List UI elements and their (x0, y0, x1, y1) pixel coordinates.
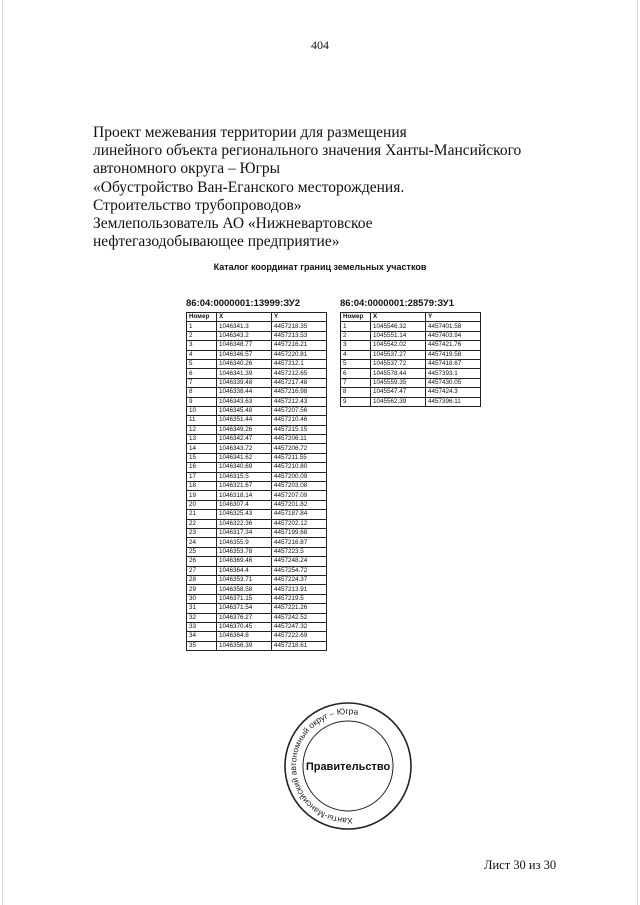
table-row (187, 594, 327, 603)
y-coordinate-cell: 4457203.08 (272, 482, 327, 491)
x-coordinate-cell: 1046321.67 (217, 482, 272, 491)
parcel-block-2 (340, 298, 481, 407)
y-coordinate-cell: 4457221.26 (272, 604, 327, 613)
table-row (187, 453, 327, 462)
x-coordinate-cell: 1046317.34 (217, 528, 272, 537)
point-number-cell: 3 (187, 341, 217, 350)
y-coordinate-cell: 4457187.84 (272, 510, 327, 519)
table-row (187, 604, 327, 613)
x-coordinate-cell: 1046343.63 (217, 397, 272, 406)
table-row (341, 331, 481, 340)
table-row (187, 641, 327, 650)
x-coordinate-cell: 1045537.27 (371, 350, 426, 359)
x-coordinate-cell: 1045537.72 (371, 359, 426, 368)
point-number-cell: 25 (187, 547, 217, 556)
x-coordinate-cell: 1045551.14 (371, 331, 426, 340)
table-row (341, 378, 481, 387)
point-number-cell: 18 (187, 482, 217, 491)
document-title (93, 124, 563, 251)
y-coordinate-cell: 4457217.48 (272, 378, 327, 387)
y-coordinate-cell: 4457401.58 (426, 322, 481, 331)
point-number-cell: 10 (187, 406, 217, 415)
table-row (187, 510, 327, 519)
table-row (187, 482, 327, 491)
table-row (187, 463, 327, 472)
point-number-cell: 32 (187, 613, 217, 622)
table-row (187, 435, 327, 444)
y-coordinate-cell: 4457242.52 (272, 613, 327, 622)
seal-center-text: Правительство (305, 761, 391, 773)
y-coordinate-cell: 4457207.09 (272, 491, 327, 500)
y-coordinate-cell: 4457212.1 (272, 359, 327, 368)
y-coordinate-cell: 4457211.55 (272, 453, 327, 462)
table-header-row (341, 313, 481, 322)
y-coordinate-cell: 4457216.98 (272, 388, 327, 397)
y-coordinate-cell: 4457218.35 (272, 322, 327, 331)
scan-edge-left (2, 0, 3, 905)
y-coordinate-cell: 4457212.43 (272, 397, 327, 406)
point-number-cell: 15 (187, 453, 217, 462)
column-header-y: Y (272, 313, 327, 322)
x-coordinate-cell: 1046322.36 (217, 519, 272, 528)
point-number-cell: 7 (341, 378, 371, 387)
point-number-cell: 34 (187, 632, 217, 641)
x-coordinate-cell: 1046364.8 (217, 632, 272, 641)
y-coordinate-cell: 4457199.68 (272, 528, 327, 537)
x-coordinate-cell: 1046318.14 (217, 491, 272, 500)
title-line: Строительство трубопроводов» (93, 196, 302, 214)
x-coordinate-cell: 1046353.71 (217, 575, 272, 584)
point-number-cell: 27 (187, 566, 217, 575)
coordinates-table (186, 312, 327, 651)
table-row (187, 406, 327, 415)
column-header-number: Номер (341, 313, 371, 322)
point-number-cell: 3 (341, 341, 371, 350)
table-row (187, 557, 327, 566)
point-number-cell: 7 (187, 378, 217, 387)
x-coordinate-cell: 1046371.54 (217, 604, 272, 613)
title-line: «Обустройство Ван-Еганского месторождения. (93, 178, 405, 196)
point-number-cell: 19 (187, 491, 217, 500)
point-number-cell: 5 (341, 359, 371, 368)
seal-ring-text: Ханты-Мансийский автономный округ – Югра (287, 705, 360, 827)
y-coordinate-cell: 4457218.61 (272, 641, 327, 650)
page-number: 404 (311, 38, 329, 52)
point-number-cell: 28 (187, 575, 217, 584)
x-coordinate-cell: 1045578.44 (371, 369, 426, 378)
column-header-x: X (217, 313, 272, 322)
y-coordinate-cell: 4457206.72 (272, 444, 327, 453)
point-number-cell: 4 (341, 350, 371, 359)
table-row (187, 378, 327, 387)
scan-edge-right (637, 0, 638, 905)
x-coordinate-cell: 1046370.45 (217, 622, 272, 631)
table-row (187, 359, 327, 368)
y-coordinate-cell: 4457215.15 (272, 425, 327, 434)
y-coordinate-cell: 4457254.72 (272, 566, 327, 575)
x-coordinate-cell: 1046346.57 (217, 350, 272, 359)
column-header-y: Y (426, 313, 481, 322)
table-row (187, 416, 327, 425)
y-coordinate-cell: 4457430.05 (426, 378, 481, 387)
table-row (187, 350, 327, 359)
x-coordinate-cell: 1046307.4 (217, 500, 272, 509)
y-coordinate-cell: 4457393.1 (426, 369, 481, 378)
y-coordinate-cell: 4457210.46 (272, 416, 327, 425)
y-coordinate-cell: 4457403.94 (426, 331, 481, 340)
point-number-cell: 12 (187, 425, 217, 434)
catalog-title: Каталог координат границ земельных участков (213, 262, 427, 272)
x-coordinate-cell: 1045546.32 (371, 322, 426, 331)
y-coordinate-cell: 4457201.82 (272, 500, 327, 509)
x-coordinate-cell: 1046343.2 (217, 331, 272, 340)
point-number-cell: 17 (187, 472, 217, 481)
x-coordinate-cell: 1046356.39 (217, 641, 272, 650)
x-coordinate-cell: 1046341.3 (217, 322, 272, 331)
table-row (187, 613, 327, 622)
y-coordinate-cell: 4457223.5 (272, 547, 327, 556)
table-body (187, 322, 327, 651)
table-row (341, 341, 481, 350)
title-line: нефтегазодобывающее предприятие» (93, 233, 340, 251)
x-coordinate-cell: 1046343.72 (217, 444, 272, 453)
y-coordinate-cell: 4457220.81 (272, 350, 327, 359)
point-number-cell: 26 (187, 557, 217, 566)
y-coordinate-cell: 4457207.56 (272, 406, 327, 415)
y-coordinate-cell: 4457212.65 (272, 369, 327, 378)
x-coordinate-cell: 1046371.15 (217, 594, 272, 603)
table-row (187, 575, 327, 584)
table-row (187, 472, 327, 481)
point-number-cell: 30 (187, 594, 217, 603)
point-number-cell: 20 (187, 500, 217, 509)
table-row (187, 585, 327, 594)
table-row (187, 369, 327, 378)
point-number-cell: 4 (187, 350, 217, 359)
y-coordinate-cell: 4457421.76 (426, 341, 481, 350)
table-header-row (187, 313, 327, 322)
x-coordinate-cell: 1046339.48 (217, 378, 272, 387)
point-number-cell: 2 (341, 331, 371, 340)
y-coordinate-cell: 4457219.5 (272, 594, 327, 603)
y-coordinate-cell: 4457396.11 (426, 397, 481, 406)
table-row (187, 622, 327, 631)
table-row (341, 369, 481, 378)
point-number-cell: 6 (341, 369, 371, 378)
sheet-label: Лист 30 из 30 (484, 858, 557, 872)
table-row (187, 322, 327, 331)
title-line: Проект межевания территории для размещения (93, 124, 407, 141)
table-row (187, 388, 327, 397)
x-coordinate-cell: 1046369.46 (217, 557, 272, 566)
title-line: автономного округа – Югры (93, 160, 281, 178)
x-coordinate-cell: 1046348.77 (217, 341, 272, 350)
point-number-cell: 8 (341, 388, 371, 397)
point-number-cell: 9 (187, 397, 217, 406)
y-coordinate-cell: 4457202.12 (272, 519, 327, 528)
table-row (187, 566, 327, 575)
column-header-x: X (371, 313, 426, 322)
x-coordinate-cell: 1046345.48 (217, 406, 272, 415)
x-coordinate-cell: 1046364.4 (217, 566, 272, 575)
point-number-cell: 1 (341, 322, 371, 331)
title-line: Землепользователь АО «Нижневартовское (93, 215, 373, 233)
y-coordinate-cell: 4457213.53 (272, 331, 327, 340)
x-coordinate-cell: 1046353.78 (217, 547, 272, 556)
x-coordinate-cell: 1046340.26 (217, 359, 272, 368)
point-number-cell: 29 (187, 585, 217, 594)
x-coordinate-cell: 1045547.47 (371, 388, 426, 397)
table-row (187, 519, 327, 528)
table-body (341, 322, 481, 407)
table-row (187, 397, 327, 406)
y-coordinate-cell: 4457419.58 (426, 350, 481, 359)
x-coordinate-cell: 1045559.35 (371, 378, 426, 387)
table-row (341, 350, 481, 359)
y-coordinate-cell: 4457216.21 (272, 341, 327, 350)
table-row (187, 491, 327, 500)
x-coordinate-cell: 1046376.27 (217, 613, 272, 622)
x-coordinate-cell: 1046325.43 (217, 510, 272, 519)
point-number-cell: 31 (187, 604, 217, 613)
x-coordinate-cell: 1045542.02 (371, 341, 426, 350)
x-coordinate-cell: 1046340.69 (217, 463, 272, 472)
table-row (187, 425, 327, 434)
parcel-block-1 (186, 298, 327, 651)
x-coordinate-cell: 1046355.9 (217, 538, 272, 547)
point-number-cell: 6 (187, 369, 217, 378)
point-number-cell: 11 (187, 416, 217, 425)
x-coordinate-cell: 1046342.47 (217, 435, 272, 444)
point-number-cell: 22 (187, 519, 217, 528)
title-line: линейного объекта регионального значения Ханты-Мансийского (93, 142, 522, 160)
x-coordinate-cell: 1045562.39 (371, 397, 426, 406)
y-coordinate-cell: 4457200.09 (272, 472, 327, 481)
table-row (187, 444, 327, 453)
point-number-cell: 5 (187, 359, 217, 368)
point-number-cell: 8 (187, 388, 217, 397)
point-number-cell: 9 (341, 397, 371, 406)
point-number-cell: 21 (187, 510, 217, 519)
y-coordinate-cell: 4457210.80 (272, 463, 327, 472)
point-number-cell: 14 (187, 444, 217, 453)
x-coordinate-cell: 1046338.44 (217, 388, 272, 397)
point-number-cell: 16 (187, 463, 217, 472)
coordinates-table (340, 312, 481, 407)
point-number-cell: 33 (187, 622, 217, 631)
y-coordinate-cell: 4457206.11 (272, 435, 327, 444)
table-row (187, 341, 327, 350)
y-coordinate-cell: 4457216.87 (272, 538, 327, 547)
point-number-cell: 1 (187, 322, 217, 331)
official-seal (282, 700, 414, 832)
point-number-cell: 24 (187, 538, 217, 547)
y-coordinate-cell: 4457418.67 (426, 359, 481, 368)
x-coordinate-cell: 1046358.58 (217, 585, 272, 594)
parcel-id: 86:04:0000001:28579:ЗУ1 (340, 298, 454, 309)
table-row (187, 331, 327, 340)
point-number-cell: 13 (187, 435, 217, 444)
point-number-cell: 2 (187, 331, 217, 340)
y-coordinate-cell: 4457222.69 (272, 632, 327, 641)
table-row (341, 359, 481, 368)
y-coordinate-cell: 4457247.32 (272, 622, 327, 631)
y-coordinate-cell: 4457213.91 (272, 585, 327, 594)
table-row (341, 388, 481, 397)
point-number-cell: 23 (187, 528, 217, 537)
table-row (187, 528, 327, 537)
y-coordinate-cell: 4457424.3 (426, 388, 481, 397)
table-row (187, 500, 327, 509)
x-coordinate-cell: 1046341.39 (217, 369, 272, 378)
table-row (341, 397, 481, 406)
column-header-number: Номер (187, 313, 217, 322)
table-row (341, 322, 481, 331)
x-coordinate-cell: 1046351.44 (217, 416, 272, 425)
x-coordinate-cell: 1046349.26 (217, 425, 272, 434)
parcel-id: 86:04:0000001:13999:ЗУ2 (186, 298, 300, 309)
table-row (187, 538, 327, 547)
table-row (187, 632, 327, 641)
table-row (187, 547, 327, 556)
x-coordinate-cell: 1046315.5 (217, 472, 272, 481)
y-coordinate-cell: 4457224.37 (272, 575, 327, 584)
point-number-cell: 35 (187, 641, 217, 650)
x-coordinate-cell: 1046341.62 (217, 453, 272, 462)
y-coordinate-cell: 4457248.24 (272, 557, 327, 566)
